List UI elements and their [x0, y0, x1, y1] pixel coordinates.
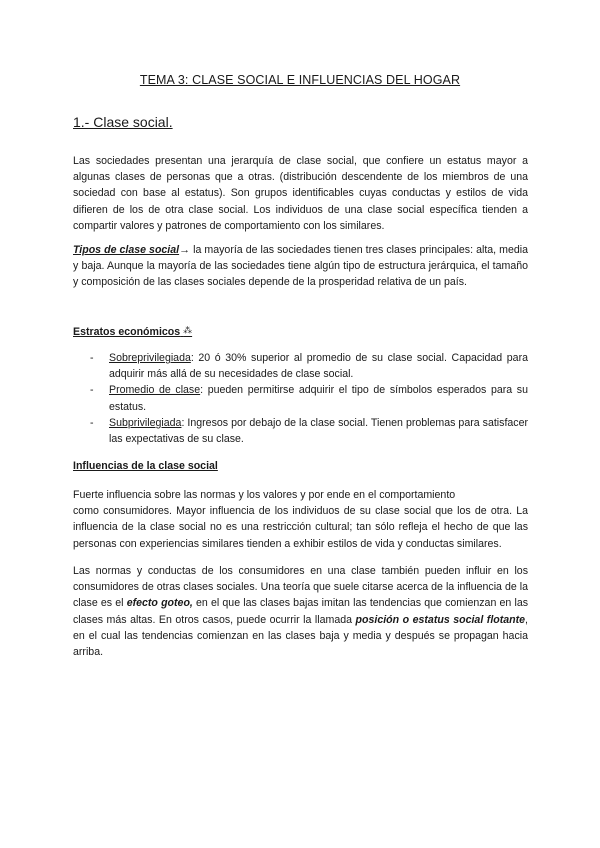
- item-text: : Ingresos por debajo de la clase social. Tienen problemas para satisfacer las expectativas de su clase.: [109, 416, 528, 446]
- p2-part2: en el que las clases bajas imitan las tendencias que comienzan en las clases más altas. En otros casos, puede ocurrir la llamada: [73, 597, 529, 626]
- intro-paragraph: Las sociedades presentan una jerarquía de clase social, que confiere un estatus mayor a algunas clases de personas que a otras. (distribución descendente de los miembros de una sociedad con base al estatus). Son grupos identificables cuyas conductas y estilos de vida difieren de los de otra clase social. Los individuos de una clase social específica tienden a compartir valores y patrones de comportamiento con los similares.: [73, 155, 528, 232]
- influencias-paragraph-1: [73, 487, 528, 552]
- list-item: [73, 415, 528, 447]
- tipos-label: Tipos de clase social: [73, 244, 180, 256]
- dash-marker: -: [90, 352, 94, 364]
- estratos-heading-row: [73, 322, 192, 340]
- estatus-flotante-term: posición o estatus social flotante: [355, 613, 526, 626]
- p2-part3: , en el cual las tendencias comienzan en las clases baja y media y después se propagan hacia arriba.: [73, 613, 528, 659]
- estratos-heading: Estratos económicos: [73, 326, 181, 338]
- item-text: : 20 ó 30% superior al promedio de su clase social. Capacidad para adquirir más allá de su necesidades de clase social.: [109, 352, 528, 381]
- list-item: [73, 382, 528, 414]
- dash-marker: -: [90, 384, 94, 397]
- influencias-line-1: Fuerte influencia sobre las normas y los valores y por ende en el comportamiento: [73, 489, 456, 501]
- influencias-rest: como consumidores. Mayor influencia de los individuos de su clase social que los de otra. La influencia de la clase social no es una restricción cultural; tan sólo refleja el hecho de que las personas con experiencias similares tienden a exhibir estilos de vida y conductas similares.: [73, 505, 528, 550]
- asterism-icon: ⁂: [183, 325, 193, 335]
- list-item: [73, 350, 528, 382]
- item-text: : pueden permitirse adquirir el tipo de símbolos esperados para su estatus.: [109, 384, 528, 413]
- influencias-heading: Influencias de la clase social: [73, 460, 218, 472]
- dash-marker: -: [90, 416, 94, 429]
- tipos-paragraph: [73, 242, 528, 291]
- right-arrow-icon: →: [179, 244, 191, 256]
- item-term: Promedio de clase: [109, 384, 201, 397]
- influencias-paragraph-2: [73, 563, 528, 660]
- section-heading: 1.- Clase social.: [73, 114, 173, 130]
- item-term: Sobreprivilegiada: [109, 352, 191, 364]
- p2-part1: Las normas y conductas de los consumidores en una clase también pueden influir en los consumidores de otras clases sociales. Una teoría que suele citarse acerca de la influencia de la clase es el: [73, 565, 528, 610]
- document-title: TEMA 3: CLASE SOCIAL E INFLUENCIAS DEL HOGAR: [139, 73, 461, 87]
- estratos-list: [73, 350, 528, 447]
- efecto-goteo-term: efecto goteo,: [126, 597, 193, 610]
- tipos-text: la mayoría de las sociedades tienen tres clases principales: alta, media y baja. Aunque la mayoría de las sociedades tiene algún tipo de estructura jerárquica, el tamaño y composición de las clases sociales depende de la prosperidad relativa de un país.: [73, 244, 528, 289]
- item-term: Subprivilegiada: [109, 416, 182, 429]
